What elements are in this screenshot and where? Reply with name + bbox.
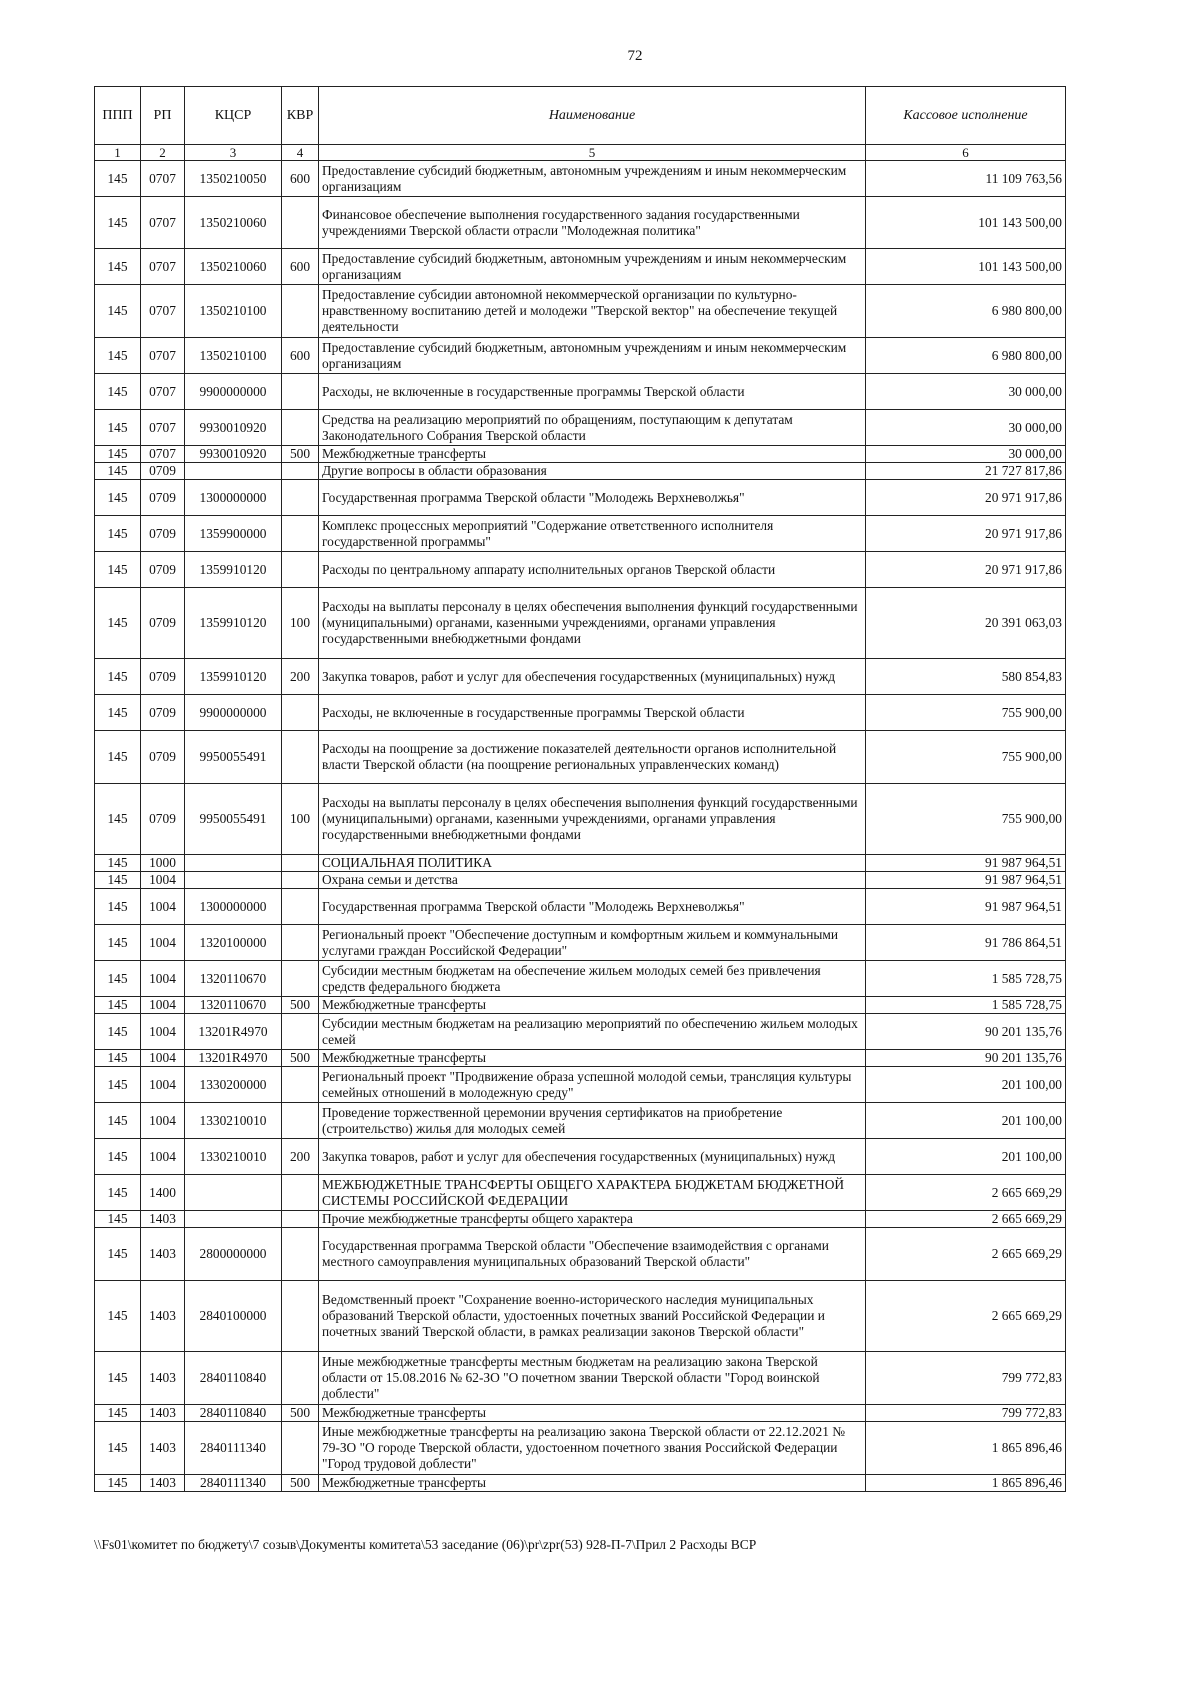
row-rp: 0709 bbox=[141, 784, 185, 855]
row-kvr: 500 bbox=[282, 1050, 319, 1067]
row-rp: 1004 bbox=[141, 1139, 185, 1175]
row-ppp: 145 bbox=[95, 410, 141, 446]
row-name: Охрана семьи и детства bbox=[319, 872, 866, 889]
row-kvr bbox=[282, 1014, 319, 1050]
row-kcsr: 1350210060 bbox=[185, 249, 282, 285]
table-row bbox=[95, 446, 1066, 463]
row-rp: 0707 bbox=[141, 374, 185, 410]
row-kcsr: 9950055491 bbox=[185, 731, 282, 784]
row-kcsr: 2800000000 bbox=[185, 1228, 282, 1281]
row-amount: 90 201 135,76 bbox=[866, 1050, 1066, 1067]
row-rp: 0707 bbox=[141, 249, 185, 285]
row-kvr: 200 bbox=[282, 1139, 319, 1175]
row-rp: 1004 bbox=[141, 1067, 185, 1103]
row-amount: 20 971 917,86 bbox=[866, 480, 1066, 516]
row-ppp: 145 bbox=[95, 1405, 141, 1422]
row-rp: 0707 bbox=[141, 410, 185, 446]
row-kvr bbox=[282, 516, 319, 552]
header-kvr: КВР bbox=[282, 87, 319, 145]
table-row bbox=[95, 784, 1066, 855]
row-kcsr: 1359900000 bbox=[185, 516, 282, 552]
row-rp: 0709 bbox=[141, 516, 185, 552]
row-ppp: 145 bbox=[95, 197, 141, 249]
row-amount: 2 665 669,29 bbox=[866, 1211, 1066, 1228]
table-row bbox=[95, 338, 1066, 374]
row-amount: 2 665 669,29 bbox=[866, 1281, 1066, 1352]
row-kvr bbox=[282, 1281, 319, 1352]
table-row bbox=[95, 1228, 1066, 1281]
table-row bbox=[95, 1422, 1066, 1475]
table-row bbox=[95, 588, 1066, 659]
column-number: 6 bbox=[866, 145, 1066, 161]
row-kcsr: 1300000000 bbox=[185, 480, 282, 516]
row-kcsr: 9930010920 bbox=[185, 446, 282, 463]
row-ppp: 145 bbox=[95, 1139, 141, 1175]
row-ppp: 145 bbox=[95, 997, 141, 1014]
row-kcsr: 13201R4970 bbox=[185, 1014, 282, 1050]
row-kvr bbox=[282, 731, 319, 784]
row-ppp: 145 bbox=[95, 338, 141, 374]
row-kcsr: 2840111340 bbox=[185, 1475, 282, 1492]
row-kcsr: 2840111340 bbox=[185, 1422, 282, 1475]
row-rp: 1403 bbox=[141, 1475, 185, 1492]
row-rp: 1004 bbox=[141, 1103, 185, 1139]
header-name: Наименование bbox=[319, 87, 866, 145]
row-amount: 6 980 800,00 bbox=[866, 285, 1066, 338]
row-ppp: 145 bbox=[95, 516, 141, 552]
row-kcsr: 1359910120 bbox=[185, 552, 282, 588]
row-kvr bbox=[282, 1175, 319, 1211]
row-kcsr: 1330200000 bbox=[185, 1067, 282, 1103]
row-kcsr: 1350210060 bbox=[185, 197, 282, 249]
row-amount: 20 971 917,86 bbox=[866, 516, 1066, 552]
row-ppp: 145 bbox=[95, 889, 141, 925]
row-amount: 20 391 063,03 bbox=[866, 588, 1066, 659]
table-row bbox=[95, 1175, 1066, 1211]
row-name: Государственная программа Тверской области "Молодежь Верхневолжья" bbox=[319, 889, 866, 925]
row-name: Закупка товаров, работ и услуг для обеспечения государственных (муниципальных) нужд bbox=[319, 1139, 866, 1175]
row-rp: 0709 bbox=[141, 659, 185, 695]
table-row bbox=[95, 1352, 1066, 1405]
row-amount: 201 100,00 bbox=[866, 1103, 1066, 1139]
row-ppp: 145 bbox=[95, 872, 141, 889]
table-row bbox=[95, 197, 1066, 249]
row-kcsr bbox=[185, 855, 282, 872]
row-name: МЕЖБЮДЖЕТНЫЕ ТРАНСФЕРТЫ ОБЩЕГО ХАРАКТЕРА БЮДЖЕТАМ БЮДЖЕТНОЙ СИСТЕМЫ РОССИЙСКОЙ ФЕДЕРАЦИИ bbox=[319, 1175, 866, 1211]
row-amount: 1 585 728,75 bbox=[866, 961, 1066, 997]
row-name: Межбюджетные трансферты bbox=[319, 1475, 866, 1492]
row-ppp: 145 bbox=[95, 731, 141, 784]
row-rp: 0709 bbox=[141, 552, 185, 588]
row-ppp: 145 bbox=[95, 1475, 141, 1492]
row-kcsr: 9900000000 bbox=[185, 374, 282, 410]
row-name: Финансовое обеспечение выполнения государственного задания государственными учреждениями Тверской области отрасли "Молодежная политика" bbox=[319, 197, 866, 249]
table-row bbox=[95, 463, 1066, 480]
row-rp: 1403 bbox=[141, 1281, 185, 1352]
row-amount: 91 987 964,51 bbox=[866, 855, 1066, 872]
row-kcsr: 1359910120 bbox=[185, 659, 282, 695]
row-name: Расходы на поощрение за достижение показателей деятельности органов исполнительной власти Тверской области (на поощрение региональных управленческих команд) bbox=[319, 731, 866, 784]
header-ppp: ППП bbox=[95, 87, 141, 145]
row-kvr: 600 bbox=[282, 338, 319, 374]
row-kvr bbox=[282, 410, 319, 446]
row-kvr: 500 bbox=[282, 1405, 319, 1422]
row-ppp: 145 bbox=[95, 1228, 141, 1281]
row-name: Расходы по центральному аппарату исполнительных органов Тверской области bbox=[319, 552, 866, 588]
table-row bbox=[95, 961, 1066, 997]
row-kcsr: 1320100000 bbox=[185, 925, 282, 961]
row-kvr: 100 bbox=[282, 588, 319, 659]
row-rp: 1004 bbox=[141, 889, 185, 925]
row-kcsr bbox=[185, 872, 282, 889]
row-rp: 0707 bbox=[141, 446, 185, 463]
row-ppp: 145 bbox=[95, 249, 141, 285]
row-rp: 0707 bbox=[141, 285, 185, 338]
row-kvr bbox=[282, 197, 319, 249]
row-ppp: 145 bbox=[95, 784, 141, 855]
row-amount: 755 900,00 bbox=[866, 784, 1066, 855]
row-rp: 1004 bbox=[141, 1014, 185, 1050]
row-name: Комплекс процессных мероприятий "Содержание ответственного исполнителя государственной программы" bbox=[319, 516, 866, 552]
row-name: Межбюджетные трансферты bbox=[319, 1050, 866, 1067]
row-name: Государственная программа Тверской области "Молодежь Верхневолжья" bbox=[319, 480, 866, 516]
table-row bbox=[95, 552, 1066, 588]
row-amount: 91 987 964,51 bbox=[866, 872, 1066, 889]
row-ppp: 145 bbox=[95, 1175, 141, 1211]
row-amount: 21 727 817,86 bbox=[866, 463, 1066, 480]
row-ppp: 145 bbox=[95, 1050, 141, 1067]
row-name: Субсидии местным бюджетам на реализацию мероприятий по обеспечению жильем молодых семей bbox=[319, 1014, 866, 1050]
header-amount: Кассовое исполнение bbox=[866, 87, 1066, 145]
row-kcsr: 9950055491 bbox=[185, 784, 282, 855]
row-amount: 101 143 500,00 bbox=[866, 249, 1066, 285]
row-kvr bbox=[282, 285, 319, 338]
row-rp: 1403 bbox=[141, 1422, 185, 1475]
column-numbers-row bbox=[95, 145, 1066, 161]
row-ppp: 145 bbox=[95, 659, 141, 695]
row-amount: 91 786 864,51 bbox=[866, 925, 1066, 961]
row-amount: 755 900,00 bbox=[866, 695, 1066, 731]
row-rp: 1403 bbox=[141, 1228, 185, 1281]
column-number: 5 bbox=[319, 145, 866, 161]
row-ppp: 145 bbox=[95, 480, 141, 516]
row-kvr bbox=[282, 695, 319, 731]
page-number: 72 bbox=[627, 48, 643, 64]
column-number: 4 bbox=[282, 145, 319, 161]
row-name: Региональный проект "Продвижение образа успешной молодой семьи, трансляция культуры семейных отношений в молодежную среду" bbox=[319, 1067, 866, 1103]
row-kvr bbox=[282, 889, 319, 925]
row-kvr bbox=[282, 872, 319, 889]
table-row bbox=[95, 1405, 1066, 1422]
row-amount: 799 772,83 bbox=[866, 1405, 1066, 1422]
header-rp: РП bbox=[141, 87, 185, 145]
row-rp: 0709 bbox=[141, 463, 185, 480]
row-amount: 799 772,83 bbox=[866, 1352, 1066, 1405]
row-ppp: 145 bbox=[95, 1352, 141, 1405]
row-kvr: 100 bbox=[282, 784, 319, 855]
table-row bbox=[95, 374, 1066, 410]
row-ppp: 145 bbox=[95, 1067, 141, 1103]
row-ppp: 145 bbox=[95, 285, 141, 338]
table-row bbox=[95, 1067, 1066, 1103]
table-header-row bbox=[95, 87, 1066, 145]
row-kcsr: 2840110840 bbox=[185, 1352, 282, 1405]
row-amount: 2 665 669,29 bbox=[866, 1175, 1066, 1211]
row-rp: 1403 bbox=[141, 1211, 185, 1228]
row-name: Предоставление субсидии автономной некоммерческой организации по культурно-нравственному воспитанию детей и молодежи "Тверской вектор" на обеспечение текущей деятельности bbox=[319, 285, 866, 338]
row-name: Предоставление субсидий бюджетным, автономным учреждениям и иным некоммерческим организациям bbox=[319, 161, 866, 197]
row-name: Межбюджетные трансферты bbox=[319, 1405, 866, 1422]
row-kcsr: 9900000000 bbox=[185, 695, 282, 731]
column-number: 1 bbox=[95, 145, 141, 161]
row-rp: 1403 bbox=[141, 1352, 185, 1405]
row-ppp: 145 bbox=[95, 161, 141, 197]
row-name: Другие вопросы в области образования bbox=[319, 463, 866, 480]
table-row bbox=[95, 1050, 1066, 1067]
row-kvr bbox=[282, 1103, 319, 1139]
row-kvr bbox=[282, 925, 319, 961]
row-name: Государственная программа Тверской области "Обеспечение взаимодействия с органами местного самоуправления муниципальных образований Тверской области" bbox=[319, 1228, 866, 1281]
row-kcsr: 13201R4970 bbox=[185, 1050, 282, 1067]
row-amount: 90 201 135,76 bbox=[866, 1014, 1066, 1050]
table-row bbox=[95, 516, 1066, 552]
row-ppp: 145 bbox=[95, 374, 141, 410]
table-body bbox=[95, 161, 1066, 1492]
row-amount: 101 143 500,00 bbox=[866, 197, 1066, 249]
row-ppp: 145 bbox=[95, 463, 141, 480]
row-ppp: 145 bbox=[95, 1103, 141, 1139]
row-name: Субсидии местным бюджетам на обеспечение жильем молодых семей без привлечения средств федерального бюджета bbox=[319, 961, 866, 997]
row-name: Расходы, не включенные в государственные программы Тверской области bbox=[319, 695, 866, 731]
row-kcsr bbox=[185, 463, 282, 480]
row-name: Предоставление субсидий бюджетным, автономным учреждениям и иным некоммерческим организациям bbox=[319, 338, 866, 374]
table-row bbox=[95, 410, 1066, 446]
row-rp: 1000 bbox=[141, 855, 185, 872]
row-name: Иные межбюджетные трансферты на реализацию закона Тверской области от 22.12.2021 № 79-ЗО "О городе Тверской области, удостоенном почетного звания Российской Федерации "Город трудовой доблести" bbox=[319, 1422, 866, 1475]
row-ppp: 145 bbox=[95, 695, 141, 731]
table-row bbox=[95, 1139, 1066, 1175]
row-kcsr: 1300000000 bbox=[185, 889, 282, 925]
row-rp: 1004 bbox=[141, 925, 185, 961]
row-amount: 1 585 728,75 bbox=[866, 997, 1066, 1014]
row-rp: 0707 bbox=[141, 197, 185, 249]
table-row bbox=[95, 249, 1066, 285]
footer-file-path: \\Fs01\комитет по бюджету\7 созыв\Документы комитета\53 заседание (06)\pr\zpr(53) 928-П-7\Прил 2 Расходы ВСР bbox=[94, 1537, 757, 1552]
column-number: 2 bbox=[141, 145, 185, 161]
row-rp: 0709 bbox=[141, 480, 185, 516]
row-ppp: 145 bbox=[95, 446, 141, 463]
table-row bbox=[95, 1014, 1066, 1050]
row-kvr bbox=[282, 1352, 319, 1405]
row-amount: 91 987 964,51 bbox=[866, 889, 1066, 925]
row-rp: 1004 bbox=[141, 997, 185, 1014]
row-rp: 1004 bbox=[141, 1050, 185, 1067]
row-amount: 2 665 669,29 bbox=[866, 1228, 1066, 1281]
table-row bbox=[95, 889, 1066, 925]
row-kvr bbox=[282, 552, 319, 588]
row-name: Прочие межбюджетные трансферты общего характера bbox=[319, 1211, 866, 1228]
row-rp: 0709 bbox=[141, 588, 185, 659]
row-kvr bbox=[282, 1422, 319, 1475]
row-kvr bbox=[282, 855, 319, 872]
row-rp: 0709 bbox=[141, 731, 185, 784]
row-kvr: 600 bbox=[282, 249, 319, 285]
row-amount: 30 000,00 bbox=[866, 446, 1066, 463]
row-name: Иные межбюджетные трансферты местным бюджетам на реализацию закона Тверской области от 15.08.2016 № 62-ЗО "О почетном звании Тверской области "Город воинской доблести" bbox=[319, 1352, 866, 1405]
row-kcsr: 1330210010 bbox=[185, 1139, 282, 1175]
row-kvr: 600 bbox=[282, 161, 319, 197]
table-row bbox=[95, 855, 1066, 872]
row-kvr bbox=[282, 463, 319, 480]
row-kcsr: 1350210100 bbox=[185, 285, 282, 338]
row-rp: 0709 bbox=[141, 695, 185, 731]
row-kcsr: 1350210050 bbox=[185, 161, 282, 197]
column-number: 3 bbox=[185, 145, 282, 161]
row-kcsr bbox=[185, 1211, 282, 1228]
table-row bbox=[95, 695, 1066, 731]
row-amount: 30 000,00 bbox=[866, 374, 1066, 410]
row-kvr: 200 bbox=[282, 659, 319, 695]
table-row bbox=[95, 480, 1066, 516]
budget-table bbox=[94, 86, 1066, 1492]
row-kvr bbox=[282, 374, 319, 410]
row-kvr: 500 bbox=[282, 1475, 319, 1492]
row-ppp: 145 bbox=[95, 1422, 141, 1475]
row-rp: 1403 bbox=[141, 1405, 185, 1422]
table-row bbox=[95, 659, 1066, 695]
header-kcsr: КЦСР bbox=[185, 87, 282, 145]
row-kcsr bbox=[185, 1175, 282, 1211]
table-row bbox=[95, 1211, 1066, 1228]
table-row bbox=[95, 161, 1066, 197]
row-name: Средства на реализацию мероприятий по обращениям, поступающим к депутатам Законодательного Собрания Тверской области bbox=[319, 410, 866, 446]
row-amount: 20 971 917,86 bbox=[866, 552, 1066, 588]
row-name: Межбюджетные трансферты bbox=[319, 446, 866, 463]
row-kcsr: 1359910120 bbox=[185, 588, 282, 659]
row-rp: 0707 bbox=[141, 161, 185, 197]
row-rp: 1400 bbox=[141, 1175, 185, 1211]
row-kvr: 500 bbox=[282, 997, 319, 1014]
row-kvr bbox=[282, 480, 319, 516]
row-ppp: 145 bbox=[95, 552, 141, 588]
row-amount: 1 865 896,46 bbox=[866, 1422, 1066, 1475]
row-name: Предоставление субсидий бюджетным, автономным учреждениям и иным некоммерческим организациям bbox=[319, 249, 866, 285]
row-amount: 11 109 763,56 bbox=[866, 161, 1066, 197]
row-rp: 1004 bbox=[141, 961, 185, 997]
row-ppp: 145 bbox=[95, 1211, 141, 1228]
row-amount: 6 980 800,00 bbox=[866, 338, 1066, 374]
table-row bbox=[95, 925, 1066, 961]
row-name: СОЦИАЛЬНАЯ ПОЛИТИКА bbox=[319, 855, 866, 872]
row-amount: 580 854,83 bbox=[866, 659, 1066, 695]
row-ppp: 145 bbox=[95, 961, 141, 997]
row-name: Проведение торжественной церемонии вручения сертификатов на приобретение (строительство) жилья для молодых семей bbox=[319, 1103, 866, 1139]
row-kvr bbox=[282, 1211, 319, 1228]
row-ppp: 145 bbox=[95, 925, 141, 961]
row-name: Закупка товаров, работ и услуг для обеспечения государственных (муниципальных) нужд bbox=[319, 659, 866, 695]
row-name: Расходы на выплаты персоналу в целях обеспечения выполнения функций государственными (муниципальными) органами, казенными учреждениями, органами управления государственными внебюджетными фондами bbox=[319, 784, 866, 855]
row-amount: 30 000,00 bbox=[866, 410, 1066, 446]
row-rp: 0707 bbox=[141, 338, 185, 374]
row-kvr: 500 bbox=[282, 446, 319, 463]
row-name: Расходы на выплаты персоналу в целях обеспечения выполнения функций государственными (муниципальными) органами, казенными учреждениями, органами управления государственными внебюджетными фондами bbox=[319, 588, 866, 659]
row-name: Расходы, не включенные в государственные программы Тверской области bbox=[319, 374, 866, 410]
table-row bbox=[95, 1281, 1066, 1352]
row-ppp: 145 bbox=[95, 855, 141, 872]
table-row bbox=[95, 1475, 1066, 1492]
row-kcsr: 1320110670 bbox=[185, 961, 282, 997]
row-amount: 1 865 896,46 bbox=[866, 1475, 1066, 1492]
row-amount: 755 900,00 bbox=[866, 731, 1066, 784]
row-ppp: 145 bbox=[95, 1281, 141, 1352]
table-row bbox=[95, 997, 1066, 1014]
table-row bbox=[95, 1103, 1066, 1139]
row-kcsr: 1320110670 bbox=[185, 997, 282, 1014]
row-kcsr: 1330210010 bbox=[185, 1103, 282, 1139]
row-ppp: 145 bbox=[95, 588, 141, 659]
row-name: Межбюджетные трансферты bbox=[319, 997, 866, 1014]
row-name: Ведомственный проект "Сохранение военно-исторического наследия муниципальных образований Тверской области, удостоенных почетных званий Российской Федерации и почетных званий Тверской области, в рамках реализации законов Тверской области" bbox=[319, 1281, 866, 1352]
row-kvr bbox=[282, 1228, 319, 1281]
row-ppp: 145 bbox=[95, 1014, 141, 1050]
table-row bbox=[95, 872, 1066, 889]
row-kvr bbox=[282, 1067, 319, 1103]
table-row bbox=[95, 731, 1066, 784]
row-kcsr: 2840100000 bbox=[185, 1281, 282, 1352]
row-rp: 1004 bbox=[141, 872, 185, 889]
row-name: Региональный проект "Обеспечение доступным и комфортным жильем и коммунальными услугами граждан Российской Федерации" bbox=[319, 925, 866, 961]
row-kcsr: 9930010920 bbox=[185, 410, 282, 446]
table-row bbox=[95, 285, 1066, 338]
row-amount: 201 100,00 bbox=[866, 1139, 1066, 1175]
row-kcsr: 1350210100 bbox=[185, 338, 282, 374]
row-kvr bbox=[282, 961, 319, 997]
row-kcsr: 2840110840 bbox=[185, 1405, 282, 1422]
row-amount: 201 100,00 bbox=[866, 1067, 1066, 1103]
